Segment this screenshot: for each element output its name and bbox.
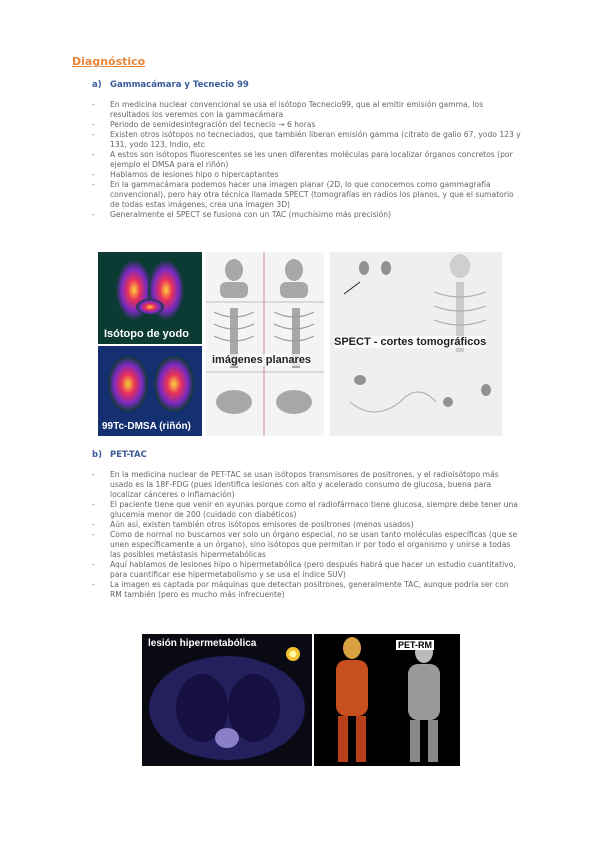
label-petrm: PET-RM (398, 640, 433, 650)
label-lesion: lesión hipermetabólica (148, 638, 257, 649)
pet-axial-image (142, 634, 312, 766)
thyroid-scan-image (98, 252, 202, 344)
section-b-bullets (92, 470, 522, 600)
bullet-item: - En medicina nuclear convencional se usa el isótopo Tecnecio99, que al emitir emisión gamma, los resultados los veremos con la gammacámara (92, 100, 522, 120)
bullet-item: - La imagen es captada por máquinas que detectan positrones, generalmente TAC, aunque podría ser con RM también (pero es mucho más infrecuente) (92, 580, 522, 600)
label-spect: SPECT - cortes tomográficos (334, 336, 487, 348)
bullet-item: - Como de normal no buscamos ver solo un órgano especial, no se usan tanto moléculas específicas (que se unen específicamente a un órgano), sino isótopos que permitan ir por todo el organismo y unirse a todas las posibles metástasis hipermetabólicas (92, 530, 522, 560)
bullet-item: - Generalmente el SPECT se fusiona con un TAC (muchísimo más precisión) (92, 210, 522, 220)
section-b-title-text: PET-TAC (110, 450, 147, 460)
bullet-item: - Aquí hablamos de lesiones hipo o hipermetabólica (pero después habrá que hacer un estudio cuantitativo, para cuantificar ese hipermetabolismo y se usa el índice SUV) (92, 560, 522, 580)
section-b-letter: b) (92, 450, 102, 460)
label-dmsa: 99Tc-DMSA (riñón) (102, 421, 191, 432)
page-title: Diagnóstico (72, 55, 146, 68)
pet-rm-image (314, 634, 460, 766)
label-planares: imágenes planares (212, 354, 312, 366)
bullet-item: - En la gammacámara podemos hacer una imagen planar (2D, lo que conocemos como gammagrafía convencional), pero hay otra técnica llamada SPECT (tomografías en radios los planos, y que el sumatorio de todas estas imágenes, crea una imagen 3D) (92, 180, 522, 210)
bullet-item: - Hablamos de lesiones hipo o hipercaptantes (92, 170, 522, 180)
kidney-scan-image (98, 346, 202, 436)
section-a-letter: a) (92, 80, 102, 90)
spect-images (330, 252, 502, 436)
section-b-title (92, 450, 147, 460)
section-a-title (92, 80, 249, 90)
label-yodo: Isótopo de yodo (104, 328, 189, 340)
bullet-item: - Periodo de semidesintegración del tecnecio → 6 horas (92, 120, 522, 130)
bullet-item: - Aún así, existen también otros isótopos emisores de positrones (menos usados) (92, 520, 522, 530)
bullet-item: - A estos son isótopos fluorescentes se les unen diferentes moléculas para localizar órganos concretos (por ejemplo el DMSA para el riñón) (92, 150, 522, 170)
bullet-item: - En la medicina nuclear de PET-TAC se usan isótopos transmisores de positrones, y el radioisótopo más usado es la 18F-FDG (pues identifica lesiones con alto y acelerado consumo de glucosa, buena para localizar cánceres o inflamación) (92, 470, 522, 500)
section-a-title-text: Gammacámara y Tecnecio 99 (110, 80, 249, 90)
bullet-item: - El paciente tiene que venir en ayunas porque como el radiofármaco tiene glucosa, siempre debe tener una glucemia menor de 200 (cuidado con diabéticos) (92, 500, 522, 520)
section-a-bullets (92, 100, 522, 220)
planar-images (206, 252, 324, 436)
bullet-item: - Existen otros isótopos no tecneciados, que también liberan emisión gamma (citrato de galio 67, yodo 123 y 131, yodo 123, Indio, etc (92, 130, 522, 150)
